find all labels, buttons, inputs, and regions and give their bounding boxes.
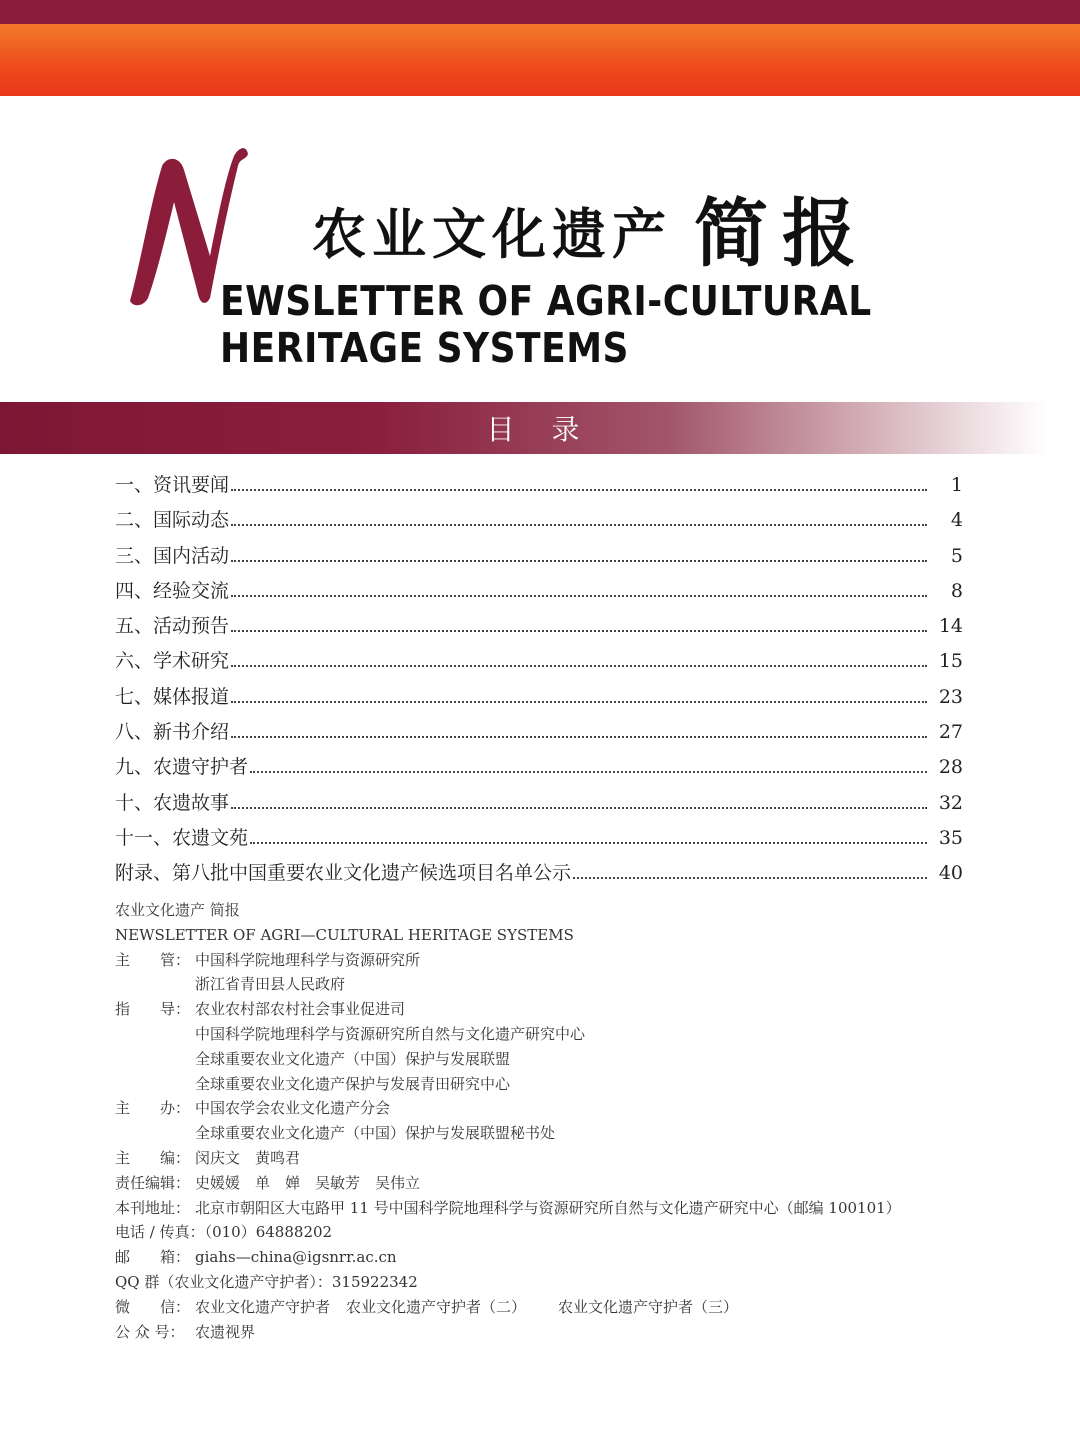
supervisor-value: 中国科学院地理科学与资源研究所 <box>195 950 421 969</box>
address-row <box>115 1196 1015 1221</box>
guidance-value: 农业农村部农村社会事业促进司 <box>195 1000 406 1019</box>
responsible-editor-value: 史媛媛 单 婵 吴敏芳 吴伟立 <box>195 1173 421 1192</box>
toc-leader-dots <box>231 736 927 738</box>
top-orange-stripe <box>0 24 1080 96</box>
toc-item-label: 九、农遗守护者 <box>115 756 249 779</box>
host-row <box>115 1096 1015 1121</box>
toc-item-page: 8 <box>950 579 963 602</box>
toc-item-label: 附录、第八批中国重要农业文化遗产候选项目名单公示 <box>115 862 572 885</box>
toc-item-page: 40 <box>938 862 963 885</box>
address-value: 北京市朝阳区大屯路甲 11 号中国科学院地理科学与资源研究所自然与文化遗产研究中心（邮编 100101） <box>195 1198 901 1217</box>
toc-item-label: 四、经验交流 <box>115 579 230 602</box>
toc-item[interactable] <box>115 541 963 576</box>
host-value-2: 全球重要农业文化遗产（中国）保护与发展联盟秘书处 <box>195 1124 556 1143</box>
masthead-title-jianbao: 简报 <box>694 191 870 277</box>
supervisor-row <box>115 948 1015 973</box>
toc-item[interactable] <box>115 470 963 505</box>
phone-label: 电话 / 传真： <box>115 1223 205 1242</box>
toc-item[interactable] <box>115 788 963 823</box>
toc-item-page: 4 <box>950 509 963 532</box>
toc-item-label: 二、国际动态 <box>115 509 230 532</box>
guidance-value-2: 中国科学院地理科学与资源研究所自然与文化遗产研究中心 <box>195 1024 586 1043</box>
toc-leader-dots <box>231 524 927 526</box>
editor-row <box>115 1146 1015 1171</box>
supervisor-value-2: 浙江省青田县人民政府 <box>195 975 346 994</box>
publication-name-cn: 农业文化遗产 简报 <box>115 901 240 919</box>
qq-label: QQ 群（农业文化遗产守护者）： <box>115 1272 332 1291</box>
toc-leader-dots <box>231 560 927 562</box>
email-value[interactable]: giahs—china@igsnrr.ac.cn <box>195 1248 397 1267</box>
toc-item-page: 23 <box>938 685 963 708</box>
toc-item[interactable] <box>115 682 963 717</box>
wechat-value-3: 农业文化遗产守护者（三） <box>558 1297 739 1316</box>
host-label: 主 办： <box>115 1099 191 1118</box>
toc-item-label: 五、活动预告 <box>115 615 230 638</box>
toc-item[interactable] <box>115 505 963 540</box>
wechat-label: 微 信： <box>115 1297 191 1316</box>
toc-item-page: 5 <box>950 544 963 567</box>
toc-item-label: 十一、农遗文苑 <box>115 826 249 849</box>
toc-item-label: 八、新书介绍 <box>115 721 230 744</box>
table-of-contents <box>115 470 963 894</box>
toc-item-label: 十、农遗故事 <box>115 791 230 814</box>
guidance-label: 指 导： <box>115 1000 191 1019</box>
phone-value: （010）64888202 <box>204 1223 333 1242</box>
address-label: 本刊地址： <box>115 1198 191 1217</box>
toc-leader-dots <box>231 630 927 632</box>
toc-item-page: 27 <box>938 721 963 744</box>
editor-label: 主 编： <box>115 1148 191 1167</box>
toc-leader-dots <box>231 701 927 703</box>
n-letter-text: N <box>122 136 123 137</box>
publication-info <box>115 898 1015 1344</box>
toc-item-page: 32 <box>938 791 963 814</box>
qq-value: 315922342 <box>331 1272 418 1291</box>
toc-leader-dots <box>250 842 927 844</box>
supervisor-label: 主 管： <box>115 950 191 969</box>
responsible-editor-label: 责任编辑： <box>115 1173 191 1192</box>
wechat-value-2: 农业文化遗产守护者（二） <box>346 1297 527 1316</box>
toc-heading: 目 录 <box>486 413 594 446</box>
wechat-value-1: 农业文化遗产守护者 <box>195 1297 331 1316</box>
toc-item[interactable] <box>115 576 963 611</box>
toc-item[interactable] <box>115 752 963 787</box>
guidance-value-4: 全球重要农业文化遗产保护与发展青田研究中心 <box>195 1074 511 1093</box>
toc-item-label: 六、学术研究 <box>115 650 230 673</box>
toc-item-label: 七、媒体报道 <box>115 685 230 708</box>
toc-item-page: 28 <box>938 756 963 779</box>
email-label: 邮 箱： <box>115 1248 191 1267</box>
toc-item-label: 一、资讯要闻 <box>115 474 230 496</box>
toc-leader-dots <box>231 489 927 491</box>
phone-row <box>115 1220 1015 1245</box>
masthead-title-en: EWSLETTER OF AGRI-CULTURAL HERITAGE SYSTEMS <box>220 278 872 373</box>
toc-leader-dots <box>231 595 927 597</box>
public-account-label: 公 众 号： <box>115 1322 185 1341</box>
publication-name-en: NEWSLETTER OF AGRI—CULTURAL HERITAGE SYSTEMS <box>115 925 574 944</box>
toc-leader-dots <box>231 807 927 809</box>
host-value: 中国农学会农业文化遗产分会 <box>195 1099 391 1118</box>
masthead-title-cn: 农业文化遗产 <box>312 203 672 266</box>
toc-leader-dots <box>573 877 927 879</box>
toc-item-page: 1 <box>950 474 963 496</box>
editor-value: 闵庆文 黄鸣君 <box>195 1148 301 1167</box>
toc-item-page: 14 <box>938 615 963 638</box>
guidance-value-3: 全球重要农业文化遗产（中国）保护与发展联盟 <box>195 1049 511 1068</box>
toc-item[interactable] <box>115 611 963 646</box>
responsible-editor-row <box>115 1171 1015 1196</box>
masthead <box>0 130 1080 373</box>
email-row <box>115 1245 1015 1270</box>
toc-item[interactable] <box>115 717 963 752</box>
public-account-value: 农遗视界 <box>195 1322 256 1341</box>
wechat-row <box>115 1295 1015 1320</box>
toc-item[interactable] <box>115 858 963 893</box>
public-account-row <box>115 1320 1015 1345</box>
toc-item-page: 35 <box>938 826 963 849</box>
guidance-row <box>115 997 1015 1022</box>
top-color-band <box>0 0 1080 96</box>
toc-item[interactable] <box>115 646 963 681</box>
toc-leader-dots <box>231 665 927 667</box>
toc-item-label: 三、国内活动 <box>115 544 230 567</box>
qq-row <box>115 1270 1015 1295</box>
toc-leader-dots <box>250 771 927 773</box>
toc-item[interactable] <box>115 823 963 858</box>
top-crimson-stripe <box>0 0 1080 24</box>
toc-item-page: 15 <box>938 650 963 673</box>
